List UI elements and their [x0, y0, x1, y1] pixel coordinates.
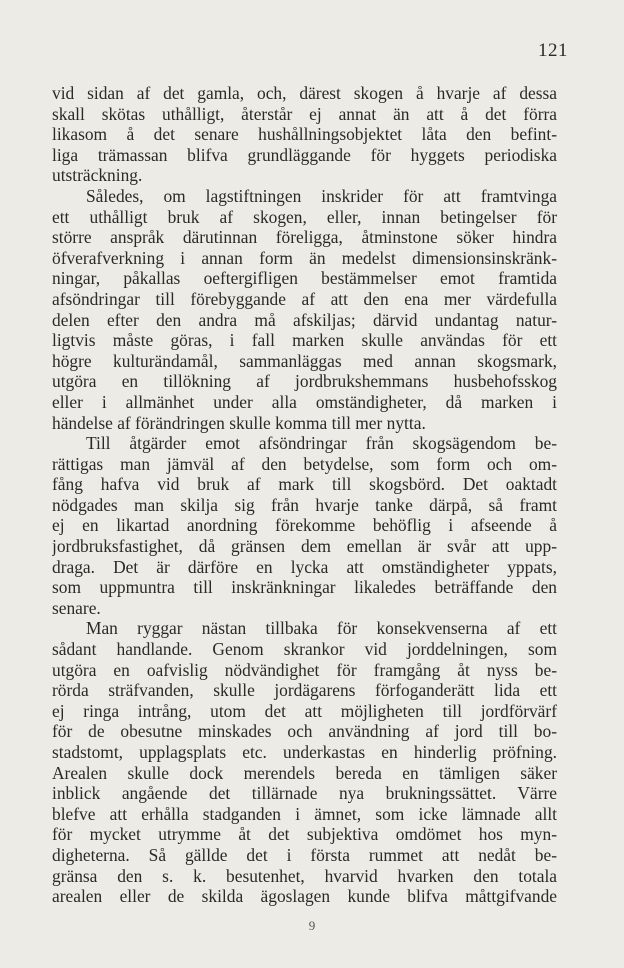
text-line: inblick angående det tillärnade nya brukningssättet. Värre: [52, 783, 557, 804]
text-line: arealen eller de skilda ägoslagen kunde blifva måttgifvande: [52, 886, 557, 907]
text-line: eller i allmänhet under alla omständigheter, då marken i: [52, 391, 557, 412]
text-line: utgöra en tillökning af jordbrukshemmans husbehofsskog: [52, 371, 557, 392]
paragraph-first-line: Således, om lagstiftningen inskrider för att framtvinga: [86, 185, 557, 206]
paragraph-first-line: Till åtgärder emot afsöndringar från skogsägendom be-: [86, 433, 557, 454]
text-line: nödgades man skilja sig från hvarje tanke därpå, så framt: [52, 494, 557, 515]
text-line: utsträckning.: [52, 165, 143, 186]
text-line: gränsa den s. k. besutenhet, hvarvid hvarken den totala: [52, 865, 557, 886]
text-line: senare.: [52, 597, 101, 618]
text-line: ligtvis måste göras, i fall marken skulle användas för ett: [52, 330, 557, 351]
text-line: sådant handlande. Genom skrankor vid jorddelningen, som: [52, 639, 557, 660]
text-line: digheterna. Så gällde det i första rummet att nedåt be-: [52, 844, 557, 865]
text-line: draga. Det är därföre en lycka att omständigheter yppats,: [52, 556, 557, 577]
text-line: rörda sträfvanden, skulle jordägarens förfoganderätt lida ett: [52, 680, 557, 701]
text-line: ett uthålligt bruk af skogen, eller, innan betingelser för: [52, 206, 557, 227]
text-line: för de obesutne minskades och användning af jord till bo-: [52, 721, 557, 742]
text-line: för mycket utrymme åt det subjektiva omdömet hos myn-: [52, 824, 557, 845]
text-line: vid sidan af det gamla, och, därest skogen å hvarje af dessa: [52, 83, 557, 103]
paragraph-first-line: Man ryggar nästan tillbaka för konsekvenserna af ett: [86, 618, 557, 639]
text-line: ningar, påkallas oeftergifligen bestämmelser emot framtida: [52, 268, 557, 289]
text-line: större anspråk därutinnan föreligga, åtminstone söker hindra: [52, 227, 557, 248]
text-line: händelse af förändringen skulle komma till mer nytta.: [52, 412, 426, 433]
text-line: liga trämassan blifva grundläggande för hyggets periodiska: [52, 144, 557, 165]
text-line: Arealen skulle dock merendels bereda en tämligen säker: [52, 762, 557, 783]
text-line: utgöra en oafvislig nödvändighet för framgång åt nyss be-: [52, 659, 557, 680]
text-line: öfverafverkning i annan form än medelst dimensionsinskränk-: [52, 247, 557, 268]
text-line: jordbruksfastighet, då gränsen dem emellan är svår att upp-: [52, 536, 557, 557]
text-line: rättigas man jämväl af den betydelse, som form och om-: [52, 453, 557, 474]
text-line: fång hafva vid bruk af mark till skogsbörd. Det oaktadt: [52, 474, 557, 495]
text-line: stadstomt, upplagsplats etc. underkastas en hinderlig pröfning.: [52, 742, 557, 762]
page-number: 121: [538, 40, 568, 61]
text-line: delen efter den andra må afskiljas; därvid undantag natur-: [52, 309, 557, 330]
text-line: ej en likartad anordning förekomme behöflig i afseende å: [52, 515, 557, 536]
printer-signature-mark: 9: [308, 918, 316, 933]
text-line: afsöndringar till förebyggande af att den ena mer värdefulla: [52, 288, 557, 309]
text-line: högre kulturändamål, sammanläggas med annan skogsmark,: [52, 350, 557, 371]
body-text: [52, 83, 557, 907]
text-line: ej ringa intrång, utom det att möjligheten till jordförvärf: [52, 700, 557, 721]
text-line: likasom å det senare hushållningsobjektet låta den befint-: [52, 124, 557, 145]
text-line: blefve att erhålla stadganden i ämnet, som icke lämnade allt: [52, 803, 557, 824]
text-line: som uppmuntra till inskränkningar likaledes beträffande den: [52, 577, 557, 598]
text-line: skall skötas uthålligt, återstår ej annat än att å det förra: [52, 103, 557, 124]
